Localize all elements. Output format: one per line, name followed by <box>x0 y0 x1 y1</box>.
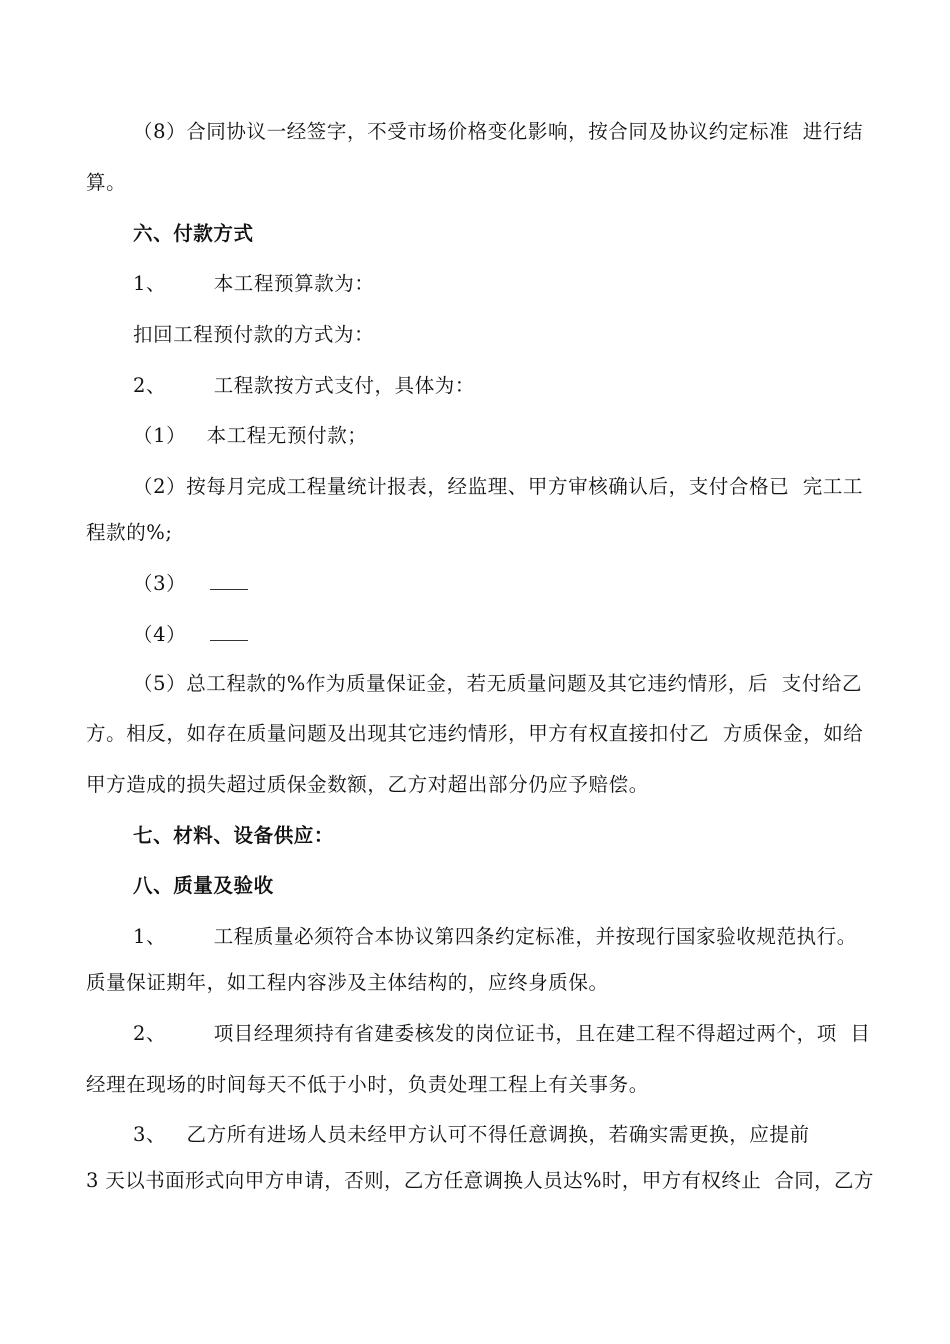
subitem-5-line-1: （5）总工程款的%作为质量保证金，若无质量问题及其它违约情形，后 支付给乙 <box>133 672 863 695</box>
subitem-5-line-3: 甲方造成的损失超过质保金数额，乙方对超出部分仍应予赔偿。 <box>86 773 649 796</box>
quality-item-3-line-1: 3、 乙方所有进场人员未经甲方认可不得任意调换，若确实需更换，应提前 <box>133 1123 810 1146</box>
subitem-5-line-2: 方。相反，如存在质量问题及出现其它违约情形，甲方有权直接扣付乙 方质保金，如给 <box>86 722 864 745</box>
quality-item-3-line-2: 3 天以书面形式向甲方申请，否则，乙方任意调换人员达%时，甲方有权终止 合同，乙方 <box>86 1169 874 1192</box>
subitem-3 <box>133 571 248 597</box>
item-2-payment-method: 2、 工程款按方式支付，具体为： <box>133 374 475 397</box>
paragraph-8-line-1: （8）合同协议一经签字，不受市场价格变化影响，按合同及协议约定标准 进行结 <box>133 120 864 143</box>
subitem-2-line-2: 程款的%; <box>86 521 173 544</box>
prepayment-deduction: 扣回工程预付款的方式为： <box>133 323 375 346</box>
subitem-1: （1） 本工程无预付款； <box>133 424 368 447</box>
quality-item-1-line-2: 质量保证期年，如工程内容涉及主体结构的，应终身质保。 <box>86 971 609 994</box>
paragraph-8-line-2: 算。 <box>86 171 127 194</box>
section-7-heading: 七、材料、设备供应： <box>133 824 335 847</box>
quality-item-2-line-2: 经理在现场的时间每天不低于小时，负责处理工程上有关事务。 <box>86 1073 649 1096</box>
subitem-2-line-1: （2）按每月完成工程量统计报表，经监理、甲方审核确认后，支付合格已 完工工 <box>133 475 864 498</box>
subitem-4 <box>133 622 248 648</box>
section-6-heading: 六、付款方式 <box>133 222 254 245</box>
fill-in-blank <box>210 622 248 641</box>
quality-item-2-line-1: 2、 项目经理须持有省建委核发的岗位证书，且在建工程不得超过两个，项 目 <box>133 1022 871 1045</box>
subitem-3-label: （3） <box>133 572 187 595</box>
subitem-4-label: （4） <box>133 623 187 646</box>
quality-item-1-line-1: 1、 工程质量必须符合本协议第四条约定标准，并按现行国家验收规范执行。 <box>133 925 857 948</box>
fill-in-blank <box>210 571 248 590</box>
section-8-heading: 八、质量及验收 <box>133 874 274 897</box>
item-1-budget: 1、 本工程预算款为： <box>133 272 375 295</box>
